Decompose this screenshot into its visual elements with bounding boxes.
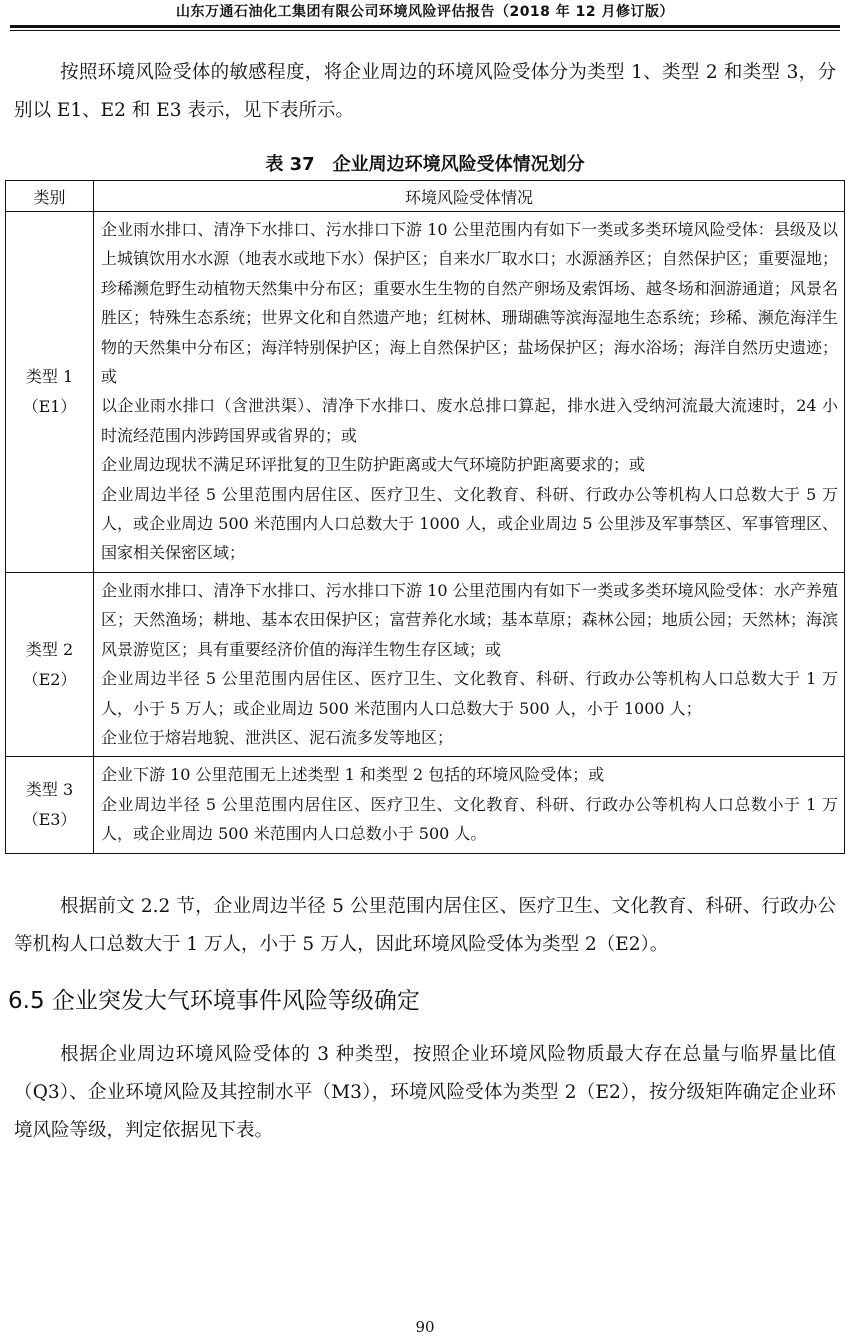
header-rule-thick	[10, 25, 840, 28]
header-description: 环境风险受体情况	[94, 181, 845, 212]
header-rule-thin	[10, 30, 840, 31]
category-cell	[6, 757, 94, 853]
table-header-row	[6, 181, 845, 212]
category-cell	[6, 212, 94, 573]
header-category: 类别	[6, 181, 94, 212]
table-caption: 表 37 企业周边环境风险受体情况划分	[265, 154, 585, 175]
table-row-e1	[6, 212, 845, 573]
category-code: （E1）	[22, 396, 77, 416]
description-line: 以企业雨水排口（含泄洪渠）、清净下水排口、废水总排口算起，排水进入受纳河流最大流速时，24 小时流经范围内涉跨国界或省界的；或	[101, 396, 838, 445]
description-cell	[94, 212, 845, 573]
description-line: 企业周边半径 5 公里范围内居住区、医疗卫生、文化教育、科研、行政办公等机构人口总数大于 1 万人，小于 5 万人；或企业周边 500 米范围内人口总数大于 500 人，小于 1000 人；	[101, 669, 838, 718]
description-line: 企业周边半径 5 公里范围内居住区、医疗卫生、文化教育、科研、行政办公等机构人口总数小于 1 万人，或企业周边 500 米范围内人口总数小于 500 人。	[101, 794, 838, 844]
description-line: 企业雨水排口、清净下水排口、污水排口下游 10 公里范围内有如下一类或多类环境风险受体：水产养殖区；天然渔场；耕地、基本农田保护区；富营养化水域；基本草原；森林公园；地质公园；天然林；海滨风景游览区；具有重要经济价值的海洋生物生存区域；或	[101, 580, 838, 659]
description-cell	[94, 757, 845, 853]
description-cell	[94, 572, 845, 756]
description-line: 企业雨水排口、清净下水排口、污水排口下游 10 公里范围内有如下一类或多类环境风险受体：县级及以上城镇饮用水水源（地表水或地下水）保护区；自来水厂取水口；水源涵养区；自然保护区；重要湿地；珍稀濒危野生动植物天然集中分布区；重要水生生物的自然产卵场及索饵场、越冬场和洄游通道；风景名胜区；特殊生态系统；世界文化和自然遗产地；红树林、珊瑚礁等滨海湿地生态系统；珍稀、濒危海洋生物的天然集中分布区；海洋特别保护区；海上自然保护区；盐场保护区；海水浴场；海洋自然历史遗迹；或	[101, 220, 838, 387]
category-name: 类型 1	[25, 366, 74, 386]
category-cell	[6, 572, 94, 756]
section-paragraph: 根据企业周边环境风险受体的 3 种类型，按照企业环境风险物质最大存在总量与临界量比值（Q3）、企业环境风险及其控制水平（M3），环境风险受体为类型 2（E2），按分级矩阵确定企业环境风险等级，判定依据见下表。	[14, 1044, 836, 1141]
page-number: 90	[415, 1318, 435, 1336]
description-line: 企业周边半径 5 公里范围内居住区、医疗卫生、文化教育、科研、行政办公等机构人口总数大于 5 万人，或企业周边 500 米范围内人口总数大于 1000 人，或企业周边 5 公里涉及军事禁区、军事管理区、国家相关保密区域；	[101, 484, 838, 563]
intro-paragraph: 按照环境风险受体的敏感程度，将企业周边的环境风险受体分为类型 1、类型 2 和类型 3，分别以 E1、E2 和 E3 表示，见下表所示。	[14, 62, 836, 121]
description-line: 企业周边现状不满足环评批复的卫生防护距离或大气环境防护距离要求的；或	[101, 455, 646, 475]
description-line: 企业下游 10 公里范围无上述类型 1 和类型 2 包括的环境风险受体；或	[101, 765, 605, 785]
section-heading: 6.5 企业突发大气环境事件风险等级确定	[8, 988, 420, 1014]
table-row-e3	[6, 757, 845, 853]
category-code: （E3）	[22, 809, 77, 829]
table-row-e2	[6, 572, 845, 756]
risk-receptor-table	[5, 180, 845, 854]
category-name: 类型 3	[25, 779, 74, 799]
category-name: 类型 2	[25, 639, 74, 659]
conclusion-paragraph: 根据前文 2.2 节，企业周边半径 5 公里范围内居住区、医疗卫生、文化教育、科研、行政办公等机构人口总数大于 1 万人，小于 5 万人，因此环境风险受体为类型 2（E2）。	[14, 896, 836, 955]
description-line: 企业位于熔岩地貌、泄洪区、泥石流多发等地区；	[101, 727, 454, 747]
category-code: （E2）	[22, 669, 77, 689]
page-header: 山东万通石油化工集团有限公司环境风险评估报告（2018 年 12 月修订版）	[175, 4, 675, 20]
